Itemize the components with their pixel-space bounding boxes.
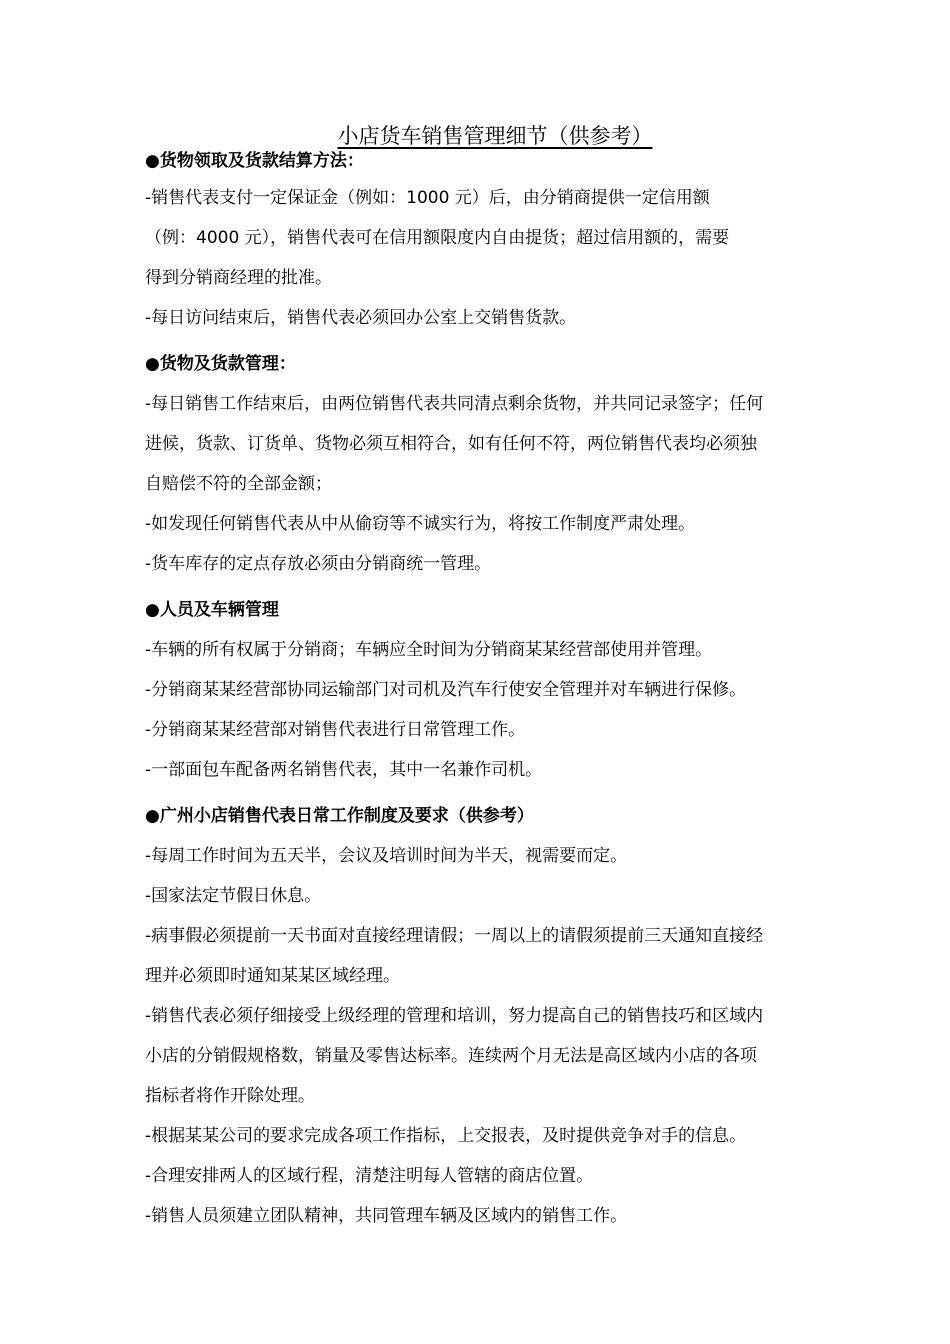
paragraph-line: -根据某某公司的要求完成各项工作指标，上交报表，及时提供竞争对手的信息。 — [145, 1126, 747, 1146]
paragraph-line: 小店的分销假规格数，销量及零售达标率。连续两个月无法是高区域内小店的各项 — [145, 1046, 757, 1066]
section-heading: ●人员及车辆管理 — [145, 600, 279, 620]
paragraph-line: -销售人员须建立团队精神，共同管理车辆及区域内的销售工作。 — [145, 1206, 628, 1226]
paragraph-line: -销售代表必须仔细接受上级经理的管理和培训，努力提高自己的销售技巧和区域内 — [145, 1006, 764, 1026]
paragraph-line: -每周工作时间为五天半，会议及培训时间为半天，视需要而定。 — [145, 846, 628, 866]
section-heading: ●货物领取及货款结算方法： — [145, 151, 364, 171]
paragraph-line: -一部面包车配备两名销售代表，其中一名兼作司机。 — [145, 760, 543, 780]
section-heading: ●货物及货款管理： — [145, 354, 296, 374]
paragraph-line: 理并必须即时通知某某区域经理。 — [145, 966, 400, 986]
section-goods-collection — [145, 144, 855, 338]
document-title: 小店货车销售管理细节（供参考） — [337, 124, 653, 148]
paragraph-line: -销售代表支付一定保证金（例如：1000 元）后，由分销商提供一定信用额 — [145, 188, 710, 208]
paragraph-line: -国家法定节假日休息。 — [145, 886, 322, 906]
section-goods-payment — [145, 344, 855, 584]
paragraph-line: -分销商某某经营部协同运输部门对司机及汽车行使安全管理并对车辆进行保修。 — [145, 680, 747, 700]
section-staff-vehicles — [145, 590, 855, 790]
paragraph-line: -合理安排两人的区域行程，清楚注明每人管辖的商店位置。 — [145, 1166, 594, 1186]
document-body — [145, 144, 855, 1236]
paragraph-line: -每日销售工作结束后，由两位销售代表共同清点剩余货物，并共同记录签字；任何 — [145, 394, 764, 414]
paragraph-line: -每日访问结束后，销售代表必须回办公室上交销售货款。 — [145, 308, 577, 328]
paragraph-line: -车辆的所有权属于分销商；车辆应全时间为分销商某某经营部使用并管理。 — [145, 640, 713, 660]
paragraph-line: 自赔偿不符的全部金额； — [145, 474, 332, 494]
paragraph-line: -如发现任何销售代表从中从偷窃等不诚实行为，将按工作制度严肃处理。 — [145, 514, 696, 534]
paragraph-line: -分销商某某经营部对销售代表进行日常管理工作。 — [145, 720, 526, 740]
paragraph-line: 指标者将作开除处理。 — [145, 1086, 315, 1106]
paragraph-line: 得到分销商经理的批准。 — [145, 268, 332, 288]
paragraph-line: -货车库存的定点存放必须由分销商统一管理。 — [145, 554, 492, 574]
paragraph-line: 进候，货款、订货单、货物必须互相符合，如有任何不符，两位销售代表均必须独 — [145, 434, 757, 454]
section-daily-rules — [145, 796, 855, 1236]
paragraph-line: （例：4000 元），销售代表可在信用额限度内自由提货；超过信用额的，需要 — [145, 228, 730, 248]
paragraph-line: -病事假必须提前一天书面对直接经理请假；一周以上的请假须提前三天通知直接经 — [145, 926, 764, 946]
section-heading: ●广州小店销售代表日常工作制度及要求（供参考） — [145, 806, 534, 826]
